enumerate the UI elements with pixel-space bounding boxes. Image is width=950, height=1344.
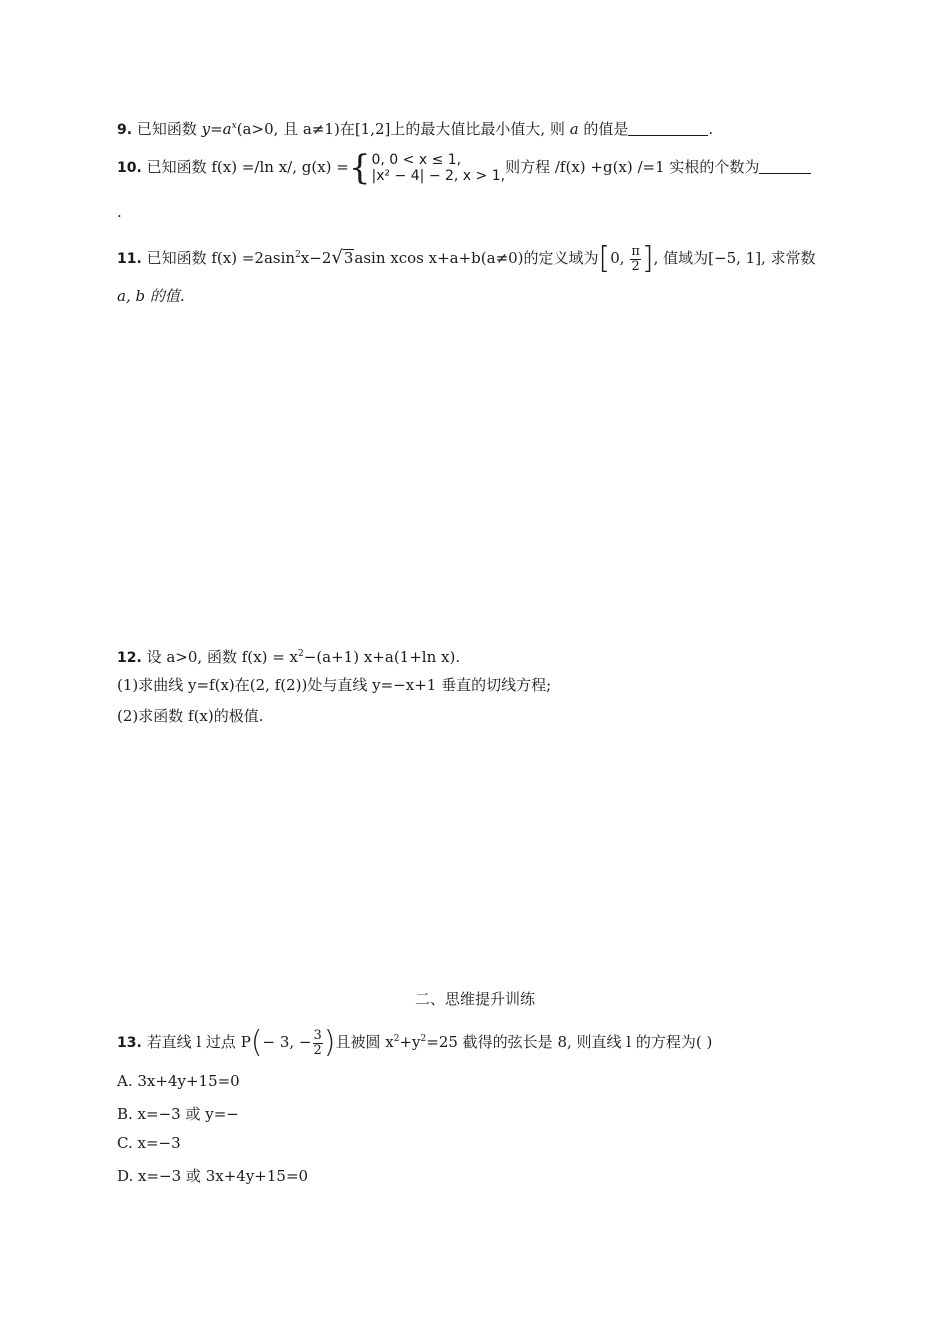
- piecewise-function: [348, 148, 506, 188]
- q12-text-b: −(a+1) x+a(1+ln x).: [303, 648, 461, 666]
- question-13: [117, 1025, 713, 1060]
- case-2: |x² − 4| − 2, x > 1,: [371, 168, 506, 184]
- case-1: 0, 0 < x ≤ 1,: [371, 152, 462, 168]
- question-12: [117, 644, 460, 668]
- q12-text-a: 设 a>0, 函数 f(x) = x: [146, 648, 299, 666]
- denominator: 2: [631, 258, 640, 274]
- q10-pre: 已知函数 f(x) =/ln x/, g(x) =: [146, 158, 349, 176]
- point-coords: − 3, −: [262, 1033, 312, 1051]
- question-10: [117, 148, 811, 188]
- q11-text-a: 已知函数 f(x) =2asin: [146, 249, 296, 267]
- option-a[interactable]: A. 3x+4y+15=0: [117, 1072, 240, 1090]
- sqrt-radicand: 3: [343, 249, 354, 267]
- question-number: 12.: [117, 650, 142, 666]
- q12-subquestion-1: (1)求曲线 y=f(x)在(2, f(2))处与直线 y=−x+1 垂直的切线方程;: [117, 676, 552, 694]
- option-c[interactable]: C. x=−3: [117, 1134, 181, 1152]
- q9-text-2: y=a: [201, 120, 232, 138]
- left-paren: (: [250, 1025, 263, 1060]
- q13-exp-1: 2: [393, 1034, 400, 1044]
- option-b[interactable]: B. x=−3 或 y=−: [117, 1105, 239, 1123]
- q13-text-a: 若直线 l 过点 P: [146, 1033, 251, 1051]
- q12-subquestion-2: (2)求函数 f(x)的极值.: [117, 707, 264, 725]
- q10-post: 则方程 /f(x) +g(x) /=1 实根的个数为: [505, 158, 760, 176]
- q12-exponent: 2: [298, 649, 304, 659]
- option-d[interactable]: D. x=−3 或 3x+4y+15=0: [117, 1167, 309, 1185]
- numerator: 3: [313, 1027, 322, 1043]
- question-number: 10.: [117, 160, 142, 176]
- question-9: [117, 116, 713, 140]
- q9-text-3: (a>0, 且 a≠1)在[1,2]上的最大值比最小值大, 则: [236, 120, 570, 138]
- q13-text-d: =25 截得的弦长是 8, 则直线 l 的方程为( ): [426, 1033, 713, 1051]
- q9-exponent: x: [231, 121, 237, 131]
- question-number: 13.: [117, 1035, 142, 1051]
- denominator: 2: [313, 1042, 322, 1058]
- left-bracket: [: [598, 241, 611, 276]
- question-number: 9.: [117, 122, 133, 138]
- brace-icon: {: [348, 148, 371, 188]
- numerator: π: [631, 243, 640, 259]
- q11-text-e: , 值域为[−5, 1], 求常数: [653, 249, 816, 267]
- section-title: 二、思维提升训练: [414, 990, 535, 1008]
- q9-text-1: 已知函数: [136, 120, 202, 138]
- q9-text-5: 的值是: [578, 120, 629, 138]
- sqrt-symbol: √ 3: [331, 247, 354, 268]
- q9-end: .: [708, 120, 714, 138]
- q11-exponent: 2: [295, 250, 301, 260]
- right-bracket: ]: [641, 241, 654, 276]
- q13-exp-2: 2: [420, 1034, 427, 1044]
- q10-continuation: .: [117, 203, 122, 221]
- q13-text-c: +y: [399, 1033, 421, 1051]
- pi-over-2: [630, 245, 641, 274]
- right-paren: ): [323, 1025, 336, 1060]
- q13-text-b: 且被圆 x: [335, 1033, 394, 1051]
- interval-left: 0,: [610, 249, 630, 267]
- q11-line-2: a, b 的值.: [117, 287, 185, 305]
- question-11: [117, 241, 816, 276]
- three-halves: [313, 1029, 323, 1058]
- answer-blank: [628, 121, 708, 136]
- q9-text-4: a: [569, 120, 579, 138]
- q11-text-c: x−2: [300, 249, 332, 267]
- answer-blank: [759, 159, 811, 174]
- q11-text-d: asin xcos x+a+b(a≠0)的定义域为: [354, 249, 599, 267]
- question-number: 11.: [117, 251, 142, 267]
